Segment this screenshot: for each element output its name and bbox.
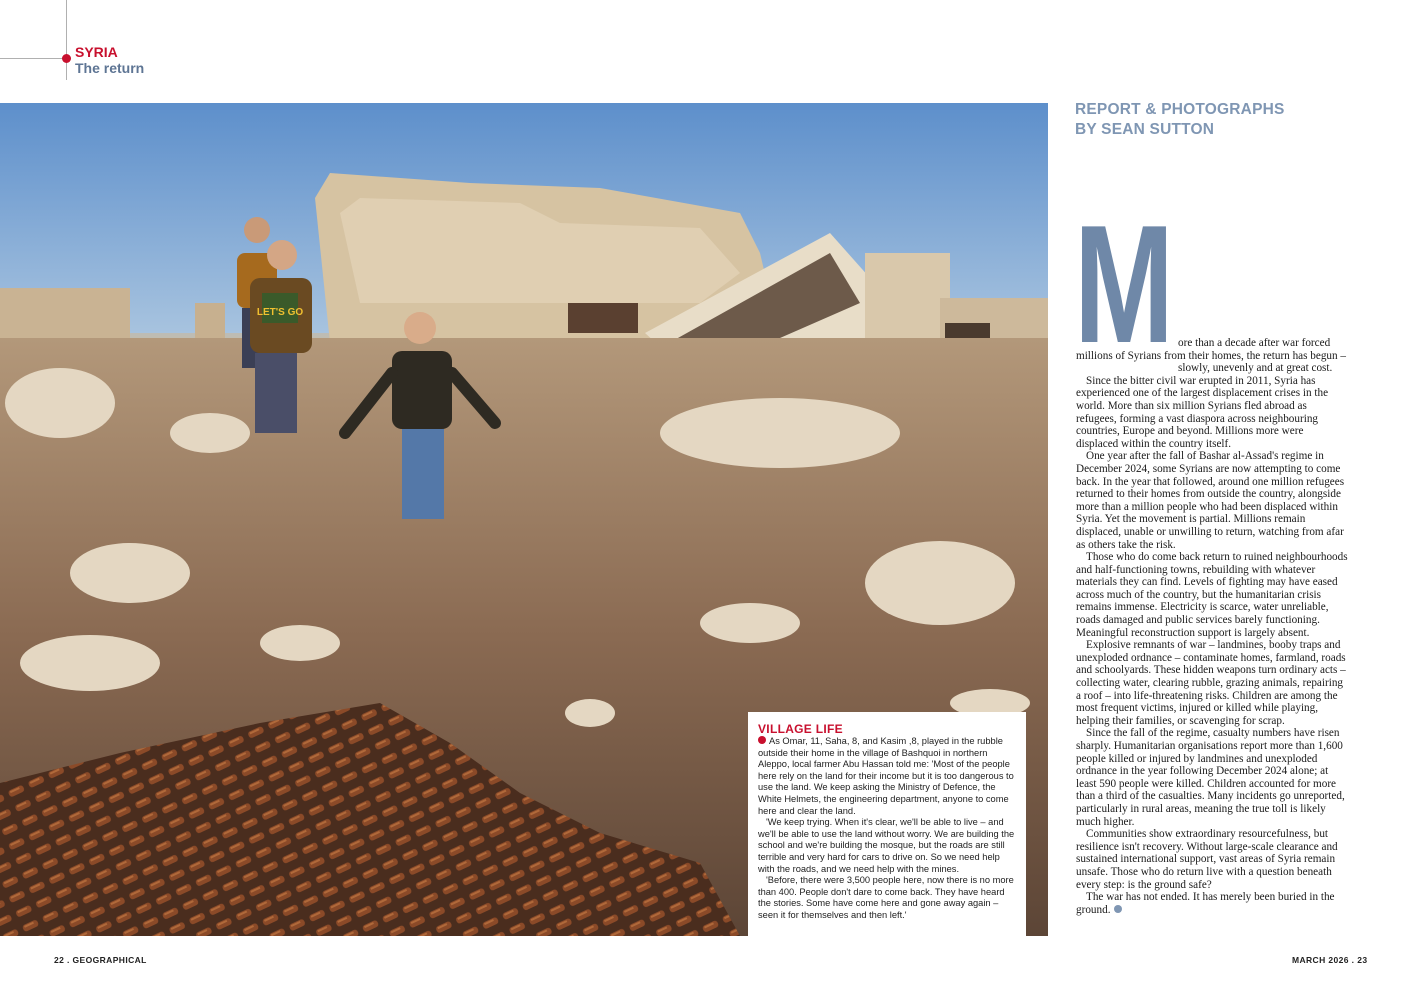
article-paragraph: Explosive remnants of war – landmines, booby traps and unexploded ordnance – contaminate homes, farmland, roads and schoolyards. These hidden weapons turn ordinary acts – collecting water, clearing rubble, grazing animals, repairing a roof – into life-threatening risks. Children are among the most frequent victims, injured or killed while playing, helping their families, or scavenging for scrap. bbox=[1076, 639, 1346, 727]
svg-text:M: M bbox=[1074, 190, 1174, 345]
frame-line-horizontal bbox=[0, 58, 66, 59]
byline-line-1: REPORT & PHOTOGRAPHS bbox=[1075, 101, 1285, 118]
article-paragraph: Since the fall of the regime, casualty numbers have risen sharply. Humanitarian organisations report more than 1,600 people killed or injured by landmines and unexploded ordnance in the year following December 2024 alone; at least 590 people were killed. Children accounted for more than a third of the casualties. Many incidents go unreported, particularly in rural areas, meaning the true toll is likely much higher. bbox=[1076, 727, 1345, 828]
caption-paragraph: As Omar, 11, Saha, 8, and Kasim ,8, played in the rubble outside their home in the village of Bashquoi in northern Aleppo, local farmer Abu Hassan told me: 'Most of the people here rely on the land for their income but it is too dangerous to use the land. We keep asking the Ministry of Defence, the White Helmets, the engineering department, anyone to come here and clear the land. bbox=[758, 736, 1014, 816]
shirt-text: LET'S GO bbox=[256, 307, 304, 318]
drop-cap bbox=[1074, 178, 1174, 345]
folio-right: MARCH 2026 . 23 bbox=[1292, 955, 1368, 965]
article-paragraph: One year after the fall of Bashar al-Assad's regime in December 2024, some Syrians are now attempting to come back. In the year that followed, around one million refugees returned to their homes from outside the country, alongside more than a million people who had been displaced within Syria. Yet the movement is partial. Millions remain displaced, unable or unwilling to return, watching from afar as others take the risk. bbox=[1076, 450, 1345, 551]
folio-left: 22 . GEOGRAPHICAL bbox=[54, 955, 147, 965]
article-paragraph: Communities show extraordinary resourcefulness, but resilience isn't recovery. Without large-scale clearance and sustained international support, vast areas of Syria remain unsafe. Those who do return live with a question beneath every step: is the ground safe? bbox=[1076, 828, 1338, 891]
article-lead: ore than a decade after war forced millions of Syrians from their homes, the return has begun – slowly, unevenly and at great cost. bbox=[1076, 337, 1347, 375]
end-mark-icon bbox=[1114, 905, 1122, 913]
photo-caption bbox=[748, 712, 1026, 936]
byline bbox=[1075, 100, 1335, 140]
byline-line-2: BY SEAN SUTTON bbox=[1075, 121, 1215, 138]
section-tag bbox=[75, 44, 144, 76]
article-paragraph: Those who do come back return to ruined neighbourhoods and half-functioning towns, rebuilding with whatever materials they can find. Levels of fighting may have eased across much of the country, but the humanitarian crisis remains immense. Electricity is scarce, water unreliable, roads damaged and public services barely functioning. Meaningful reconstruction support is largely absent. bbox=[1076, 551, 1348, 639]
caption-title: VILLAGE LIFE bbox=[758, 722, 843, 736]
caption-paragraph: 'Before, there were 3,500 people here, now there is no more than 400. People don't dare to come back. They have heard the stories. Some have come here and gone away again – seen it for themselves and then left.' bbox=[758, 875, 1014, 920]
article-paragraph: Since the bitter civil war erupted in 2011, Syria has experienced one of the largest displacement crises in the world. More than six million Syrians fled abroad as refugees, forming a vast diaspora across neighbouring countries, Europe and beyond. Millions more were displaced within the country itself. bbox=[1076, 374, 1329, 450]
article-body bbox=[1076, 337, 1348, 916]
frame-marker-dot bbox=[62, 54, 71, 63]
frame-line-vertical bbox=[66, 0, 67, 80]
caption-bullet-icon bbox=[758, 736, 766, 744]
article-paragraph-final: The war has not ended. It has merely been buried in the ground. bbox=[1076, 891, 1335, 916]
section-subtitle: The return bbox=[75, 60, 145, 76]
caption-paragraph: 'We keep trying. When it's clear, we'll be able to live – and we'll be able to use the land without worry. We are building the school and we're building the mosque, but the roads are still terrible and very hard for cars to drive on. So we need help with the roads, and we need help with the mines. bbox=[758, 817, 1015, 874]
section-kicker: SYRIA bbox=[75, 44, 118, 60]
